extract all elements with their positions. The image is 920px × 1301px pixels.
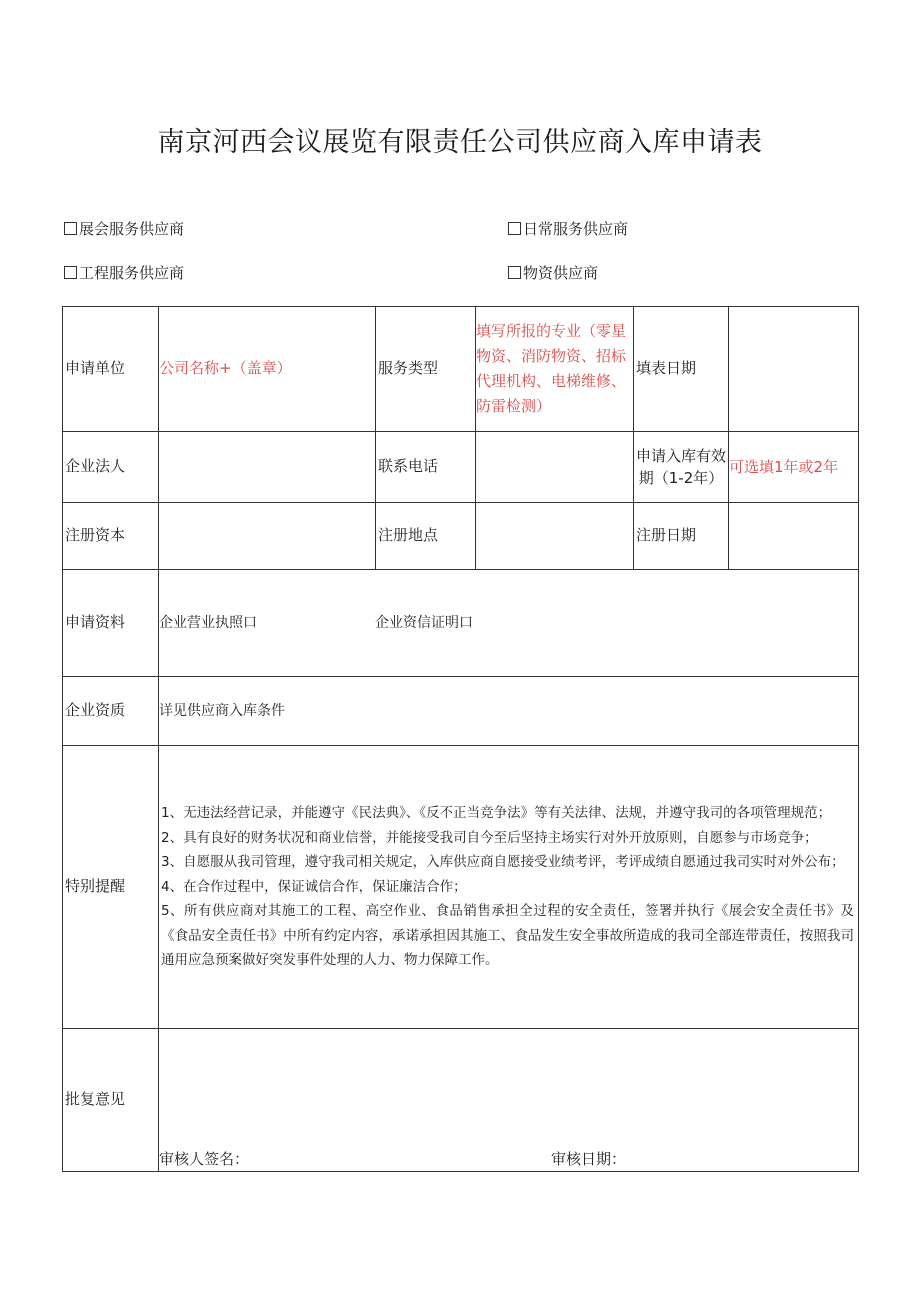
materials-options [159,570,859,677]
checkbox-label: 展会服务供应商 [79,220,185,238]
checkbox-materials-supplier[interactable] [508,262,598,283]
reviewer-signature-label: 审核人签名： [159,1149,250,1168]
applicant-unit-field[interactable]: 公司名称+（盖章） [159,307,376,432]
note-item: 3、自愿服从我司管理，遵守我司相关规定，入库供应商自愿接受业绩考评，考评成绩自愿通过我司实时对外公布； [161,854,845,871]
signature-row [159,1150,858,1170]
label-fill-date: 填表日期 [634,307,729,432]
row-qualification [63,677,859,746]
label-validity-period: 申请入库有效期（1-2年） [634,432,729,503]
label-registration-date: 注册日期 [634,503,729,570]
review-date-label: 审核日期： [551,1149,627,1168]
application-form-table [62,306,859,1172]
note-item: 1、无违法经营记录，并能遵守《民法典》、《反不正当竞争法》等有关法律、法规，并遵守我司的各项管理规范； [161,805,832,822]
label-service-type: 服务类型 [376,307,476,432]
label-special-notes: 特别提醒 [63,746,159,1029]
checkbox-engineering-supplier[interactable] [64,262,184,283]
approval-opinion-field[interactable] [159,1029,859,1172]
checkbox-icon[interactable] [64,266,77,279]
page-title: 南京河西会议展览有限责任公司供应商入库申请表 [157,127,763,158]
note-item: 2、具有良好的财务状况和商业信誉，并能接受我司自今至后坚持主场实行对外开放原则，自愿参与市场竞争； [161,829,818,846]
label-registered-capital: 注册资本 [63,503,159,570]
label-qualification: 企业资质 [63,677,159,746]
registration-date-field[interactable] [729,503,859,570]
option-credit-certificate[interactable]: 企业资信证明口 [375,614,473,631]
special-notes-list [159,746,859,1029]
qualification-text: 详见供应商入库条件 [159,677,859,746]
checkbox-daily-supplier[interactable] [508,218,628,239]
registered-address-field[interactable] [476,503,634,570]
legal-person-field[interactable] [159,432,376,503]
label-contact-phone: 联系电话 [376,432,476,503]
contact-phone-field[interactable] [476,432,634,503]
row-applicant [63,307,859,432]
validity-period-field[interactable]: 可选填1年或2年 [729,432,859,503]
checkbox-icon[interactable] [508,222,521,235]
checkbox-icon[interactable] [64,222,77,235]
fill-date-field[interactable] [729,307,859,432]
row-special-notes [63,746,859,1029]
row-materials [63,570,859,677]
label-application-materials: 申请资料 [63,570,159,677]
label-approval-opinion: 批复意见 [63,1029,159,1172]
label-registered-address: 注册地点 [376,503,476,570]
row-legal-person [63,432,859,503]
row-approval [63,1029,859,1172]
checkbox-label: 日常服务供应商 [523,220,629,238]
option-business-license[interactable]: 企业营业执照口 [159,614,257,631]
label-legal-person: 企业法人 [63,432,159,503]
note-item: 4、在合作过程中，保证诚信合作，保证廉洁合作； [161,878,467,895]
row-registration [63,503,859,570]
checkbox-label: 工程服务供应商 [79,264,185,282]
checkbox-exhibition-supplier[interactable] [64,218,184,239]
note-item: 5、所有供应商对其施工的工程、高空作业、食品销售承担全过程的安全责任，签署并执行《展会安全责任书》及《食品安全责任书》中所有约定内容，承诺承担因其施工、食品发生安全事故所造成的我司全部连带责任，按照我司通用应急预案做好突发事件处理的人力、物力保障工作。 [161,903,854,969]
checkbox-icon[interactable] [508,266,521,279]
label-applicant-unit: 申请单位 [63,307,159,432]
checkbox-label: 物资供应商 [523,264,599,282]
service-type-field[interactable]: 填写所报的专业（零星物资、消防物资、招标代理机构、电梯维修、防雷检测） [476,307,634,432]
registered-capital-field[interactable] [159,503,376,570]
